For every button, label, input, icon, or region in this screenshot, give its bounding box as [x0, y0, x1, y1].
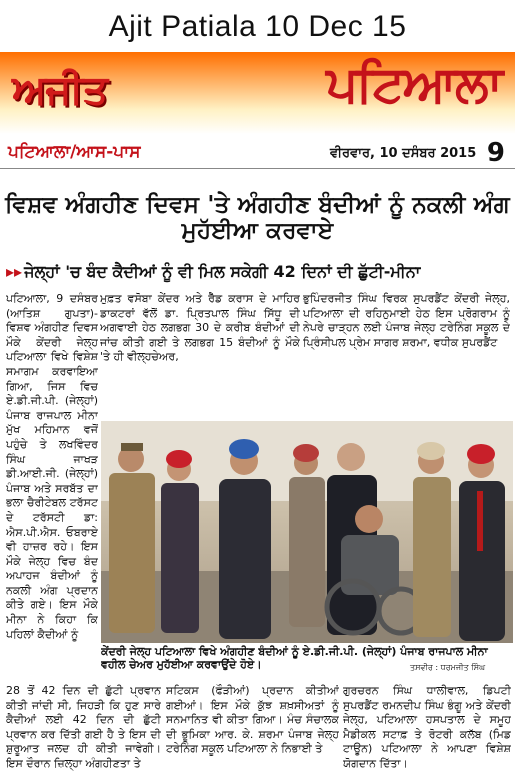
article-bottom-column-1: 28 ਤੋਂ 42 ਦਿਨ ਦੀ ਛੁੱਟੀ ਪ੍ਰਵਾਨ ਕੀਤੀ ਜਾਂਦੀ ਸੀ, ਜਿਹੜੀ ਕਿ ਹੁਣ ਸਾਰੇ ਕੈਦੀਆਂ ਲਈ 42 ਦਿਨ ਦੀ ਛੁੱਟੀ ਪ੍ਰਵਾਨ ਕਰ ਦਿੱਤੀ ਗਈ ਹੈ ਤੇ ਇਸ ਦੀ ਸ਼ੁਰੂਆਤ ਜਲਦ ਹੀ ਕੀਤੀ ਜਾਵੇਗੀ। ਇਸ ਦੌਰਾਨ ਜ਼ਿਲ੍ਹਾ ਅੰਗਹੀਣਤਾ ਤੇ [6, 684, 161, 770]
newspaper-masthead [0, 52, 515, 134]
subheadline-text: ਜੇਲ੍ਹਾਂ 'ਚ ਬੰਦ ਕੈਦੀਆਂ ਨੂੰ ਵੀ ਮਿਲ ਸਕੇਗੀ 42 ਦਿਨਾਂ ਦੀ ਛੁੱਟੀ-ਮੀਨਾ [24, 262, 421, 281]
photo-illustration [101, 421, 513, 643]
article-bottom-column-2: ਸਟਿਕਸ (ਫੌੜੀਆਂ) ਪ੍ਰਦਾਨ ਕੀਤੀਆਂ ਗਈਆਂ। ਇਸ ਮੌਕੇ ਕੁੱਝ ਸ਼ਖ਼ਸੀਅਤਾਂ ਨੂੰ ਸਨਮਾਨਿਤ ਵੀ ਕੀਤਾ ਗਿਆ। ਮੰਚ ਸੰਚਾਲਕ ਦੀ ਭੂਮਿਕਾ ਆਰ. ਕੇ. ਸ਼ਰਮਾ ਪੰਜਾਬ ਜੇਲ੍ਹ ਟਰੇਨਿੰਗ ਸਕੂਲ ਪਟਿਆਲਾ ਨੇ ਨਿਭਾਈ ਤੇ [166, 684, 339, 756]
article-subheadline [6, 262, 511, 282]
issue-date: ਵੀਰਵਾਰ, 10 ਦਸੰਬਰ 2015 [330, 146, 477, 161]
section-name: ਪਟਿਆਲਾ/ਆਸ-ਪਾਸ [8, 142, 141, 162]
article-headline: ਵਿਸ਼ਵ ਅੰਗਹੀਣ ਦਿਵਸ 'ਤੇ ਅੰਗਹੀਣ ਬੰਦੀਆਂ ਨੂੰ ਨਕਲੀ ਅੰਗ ਮੁਹੱਈਆ ਕਰਵਾਏ [5, 192, 510, 244]
news-photo [101, 421, 513, 643]
ajit-logo: ਅਜੀਤ [12, 66, 108, 113]
page-number: 9 [486, 138, 505, 168]
image-title: Ajit Patiala 10 Dec 15 [108, 10, 407, 43]
article-column-right: ਭੁਪਿੰਦਰਜੀਤ ਸਿੰਘ ਵਿਰਕ ਸੁਪਰਡੈਂਟ ਕੇਂਦਰੀ ਜੇਲ੍ਹ, ਪਟਿਆਲਾ ਦੀ ਰਹਿਨੁਮਾਈ ਹੇਠ ਇਸ ਪ੍ਰੋਗਰਾਮ ਨੂੰ ਨੇਪਰੇ ਚਾੜ੍ਹਨ ਲਈ ਪੰਜਾਬ ਜੇਲ੍ਹ ਟਰੇਨਿੰਗ ਸਕੂਲ ਦੇ ਪ੍ਰਿੰਸੀਪਲ ਪ੍ਰੇਮ ਸਾਗਰ ਸ਼ਰਮਾ, ਵਧੀਕ ਸੁਪਰਡੈਂਟ [303, 292, 510, 349]
article-bottom-column-3: ਗੁਰਚਰਨ ਸਿੰਘ ਧਾਲੀਵਾਲ, ਡਿਪਟੀ ਸੁਪਰਡੈਂਟ ਰਮਨਦੀਪ ਸਿੰਘ ਭੰਗੂ ਅਤੇ ਕੇਂਦਰੀ ਜੇਲ੍ਹ, ਪਟਿਆਲਾ ਹਸਪਤਾਲ ਦੇ ਸਮੂਹ ਮੈਡੀਕਲ ਸਟਾਫ਼ ਤੇ ਰੋਟਰੀ ਕਲੱਬ (ਮਿਡ ਟਾਊਨ) ਪਟਿਆਲਾ ਨੇ ਆਪਣਾ ਵਿਸ਼ੇਸ਼ ਯੋਗਦਾਨ ਦਿੱਤਾ। [343, 684, 511, 770]
section-bar [0, 138, 515, 169]
photo-caption: ਕੇਂਦਰੀ ਜੇਲ੍ਹ ਪਟਿਆਲਾ ਵਿਖੇ ਅੰਗਹੀਣ ਬੰਦੀਆਂ ਨੂੰ ਏ.ਡੀ.ਜੀ.ਪੀ. (ਜੇਲ੍ਹਾਂ) ਪੰਜਾਬ ਰਾਜਪਾਲ ਮੀਨਾ ਵਹੀਲ ਚੇਅਰ ਮੁਹੱਈਆ ਕਰਵਾਉਂਦੇ ਹੋਏ। [101, 645, 488, 671]
article-column-middle: ਮੁਫ਼ਤ ਵਸੋਬਾ ਕੇਂਦਰ ਅਤੇ ਰੈੱਡ ਕਰਾਸ ਦੇ ਮਾਹਿਰ ਡਾਕਟਰਾਂ ਵੱਲੋਂ ਡਾ. ਪ੍ਰਿਤਪਾਲ ਸਿੰਘ ਸਿੱਧੂ ਦੀ ਅਗਵਾਈ ਹੇਠ ਲਗਭਗ 30 ਦੇ ਕਰੀਬ ਬੰਦੀਆਂ ਦੀ ਜਾਂਚ ਕੀਤੀ ਗਈ ਤੇ ਲਗਭਗ 15 ਬੰਦੀਆਂ ਨੂੰ ਮੌਕੇ 'ਤੇ ਹੀ ਵੀਲ੍ਹਚੇਅਰ, [100, 292, 300, 364]
photo-credit: ਤਸਵੀਰ : ਧਰਮਜੀਤ ਸਿੰਘ [410, 663, 486, 672]
edition-logo: ਪਟਿਆਲਾ [326, 54, 501, 113]
double-arrow-icon: ▸▸ [6, 262, 23, 281]
article-column-left: ਪਟਿਆਲਾ, 9 ਦਸੰਬਰ (ਆਤਿਸ਼ ਗੁਪਤਾ)- ਵਿਸ਼ਵ ਅੰਗਹੀਣ ਦਿਵਸ ਮੌਕੇ ਕੇਂਦਰੀ ਜੇਲ੍ਹ ਪਟਿਆਲਾ ਵਿਖੇ ਵਿਸ਼ੇਸ਼ ਸਮਾਗਮ ਕਰਵਾਇਆ ਗਿਆ, ਜਿਸ ਵਿਚ ਏ.ਡੀ.ਜੀ.ਪੀ. (ਜੇਲ੍ਹਾਂ) ਪੰਜਾਬ ਰਾਜਪਾਲ ਮੀਨਾ ਮੁੱਖ ਮਹਿਮਾਨ ਵਜੋਂ ਪਹੁੰਚੇ ਤੇ ਲਖਵਿੰਦਰ ਸਿੰਘ ਜਾਖੜ ਡੀ.ਆਈ.ਜੀ. (ਜੇਲ੍ਹਾਂ) ਪੰਜਾਬ ਅਤੇ ਸਰਬੱਤ ਦਾ ਭਲਾ ਚੈਰੀਟੇਬਲ ਟਰੱਸਟ ਦੇ ਟਰੱਸਟੀ ਡਾ: ਐਸ.ਪੀ.ਐਸ. ਓਬਰਾਏ ਵੀ ਹਾਜ਼ਰ ਰਹੇ। ਇਸ ਮੌਕੇ ਜੇਲ੍ਹ ਵਿਚ ਬੰਦ ਅਪਾਹਜ ਬੰਦੀਆਂ ਨੂੰ ਨਕਲੀ ਅੰਗ ਪ੍ਰਦਾਨ ਕੀਤੇ ਗਏ। ਇਸ ਮੌਕੇ ਮੀਨਾ ਨੇ ਕਿਹਾ ਕਿ ਪਹਿਲਾਂ ਕੈਦੀਆਂ ਨੂੰ [6, 292, 98, 641]
